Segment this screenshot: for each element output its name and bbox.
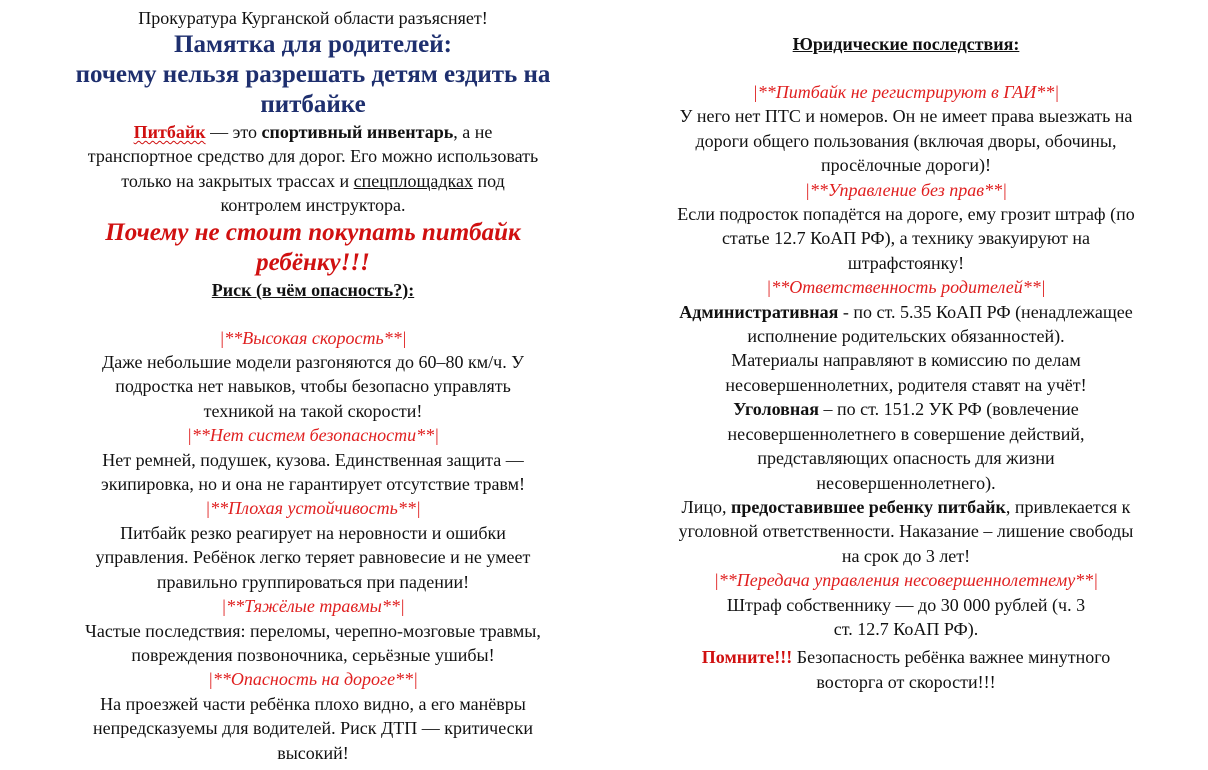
- consequence-line: несовершеннолетнего).: [816, 472, 996, 493]
- remember-rest: Безопасность ребёнка важнее минутного: [792, 647, 1111, 668]
- pitbike-term: Питбайк: [133, 122, 206, 142]
- consequence-title: |**Питбайк не регистрируют в ГАИ**|: [752, 82, 1060, 102]
- consequence-line: Если подросток попадётся на дороге, ему грозит штраф (по: [677, 204, 1135, 225]
- intro-line-3-c: под: [472, 170, 505, 191]
- sport-equipment: спортивный инвентарь: [261, 122, 454, 142]
- criminal-rest: – по ст. 151.2 УК РФ (вовлечение: [818, 399, 1079, 420]
- consequence-line: просёлочные дороги)!: [820, 155, 991, 176]
- legal-consequences-heading: Юридические последствия:: [792, 34, 1020, 54]
- risk-line: правильно группироваться при падении!: [156, 571, 470, 592]
- consequence-line: на срок до 3 лет!: [841, 545, 971, 566]
- risk-line: повреждения позвоночника, серьёзные ушибы!: [131, 644, 495, 665]
- consequence-line: несовершеннолетних, родителя ставят на учёт!: [725, 374, 1087, 395]
- right-column: [622, 0, 1190, 694]
- risk-line: экипировка, но и она не гарантирует отсутствие травм!: [100, 474, 526, 495]
- consequence-line: Штраф собственнику — до 30 000 рублей (ч. 3: [726, 594, 1086, 615]
- consequence-title: |**Управление без прав**|: [804, 179, 1008, 200]
- consequence-line: Материалы направляют в комиссию по делам: [731, 350, 1081, 371]
- prosecutor-office-line: Прокуратура Курганской области разъясняет!: [138, 8, 488, 28]
- memo-title-line-2: почему нельзя разрешать детям ездить на: [75, 61, 551, 88]
- risk-line: На проезжей части ребёнка плохо видно, а его манёвры: [100, 693, 526, 714]
- person-line: [622, 495, 1190, 519]
- consequence-line: дороги общего пользования (включая дворы, обочины,: [695, 130, 1117, 151]
- remember-label: Помните!!!: [701, 647, 793, 668]
- risk-line: Нет ремней, подушек, кузова. Единственная защита —: [102, 449, 524, 470]
- risk-line: управления. Ребёнок легко теряет равновесие и не умеет: [95, 547, 531, 568]
- intro-line-3-a: только на закрытых трассах и: [121, 170, 354, 191]
- intro-line-1: [20, 120, 606, 144]
- risk-line: высокий!: [277, 742, 349, 763]
- consequence-title: |**Ответственность родителей**|: [766, 277, 1046, 298]
- consequence-line: несовершеннолетнего в совершение действий,: [727, 423, 1085, 444]
- consequence-line: уголовной ответственности. Наказание – лишение свободы: [678, 521, 1134, 542]
- person-a: Лицо,: [681, 496, 732, 517]
- why-heading-line-1: Почему не стоит покупать питбайк: [105, 218, 521, 246]
- consequence-line: ст. 12.7 КоАП РФ).: [833, 618, 979, 639]
- consequence-line: исполнение родительских обязанностей).: [747, 326, 1065, 347]
- criminal-label: Уголовная: [733, 399, 819, 420]
- criminal-line: [622, 397, 1190, 421]
- administrative-label: Административная: [679, 301, 839, 322]
- risk-line: непредсказуемы для водителей. Риск ДТП — критически: [93, 718, 533, 739]
- risk-title: |**Нет систем безопасности**|: [186, 425, 440, 446]
- consequence-title: |**Передача управления несовершеннолетнему**|: [713, 570, 1099, 591]
- consequence-line: представляющих опасность для жизни: [757, 448, 1055, 469]
- administrative-line: [622, 300, 1190, 324]
- intro-line-2: транспортное средство для дорог. Его можно использовать: [87, 146, 539, 167]
- administrative-rest: - по ст. 5.35 КоАП РФ (ненадлежащее: [838, 301, 1133, 322]
- left-column: [20, 0, 606, 765]
- consequence-line: статье 12.7 КоАП РФ), а технику эвакуируют на: [721, 228, 1091, 249]
- risk-line: техникой на такой скорости!: [203, 400, 423, 421]
- risk-title: |**Высокая скорость**|: [219, 327, 407, 348]
- risk-title: |**Опасность на дороге**|: [207, 669, 419, 690]
- consequence-line: штрафстоянку!: [847, 252, 965, 273]
- person-rest: , привлекается к: [1005, 496, 1131, 517]
- risk-line: Частые последствия: переломы, черепно-мозговые травмы,: [85, 620, 541, 641]
- risk-title: |**Тяжёлые травмы**|: [221, 596, 405, 617]
- risk-line: Питбайк резко реагирует на неровности и ошибки: [120, 522, 506, 543]
- remember-line-2: восторга от скорости!!!: [816, 671, 996, 692]
- intro-line-1-rest: , а не: [453, 122, 493, 142]
- remember-line: [622, 645, 1190, 669]
- intro-dash: — это: [205, 122, 262, 142]
- risk-title: |**Плохая устойчивость**|: [205, 498, 421, 519]
- risk-line: подростка нет навыков, чтобы безопасно управлять: [115, 376, 511, 397]
- why-heading-line-2: ребёнку!!!: [256, 248, 370, 276]
- intro-line-3: [20, 169, 606, 193]
- person-bold: предоставившее ребенку питбайк: [731, 496, 1006, 517]
- risk-line: Даже небольшие модели разгоняются до 60–80 км/ч. У: [102, 352, 524, 373]
- special-sites: спецплощадках: [353, 170, 473, 191]
- memo-title-line-3: питбайке: [260, 91, 366, 118]
- consequence-line: У него нет ПТС и номеров. Он не имеет права выезжать на: [679, 106, 1133, 127]
- intro-line-4: контролем инструктора.: [220, 195, 406, 216]
- risk-heading: Риск (в чём опасность?):: [211, 279, 415, 300]
- memo-title-line-1: Памятка для родителей:: [174, 31, 452, 58]
